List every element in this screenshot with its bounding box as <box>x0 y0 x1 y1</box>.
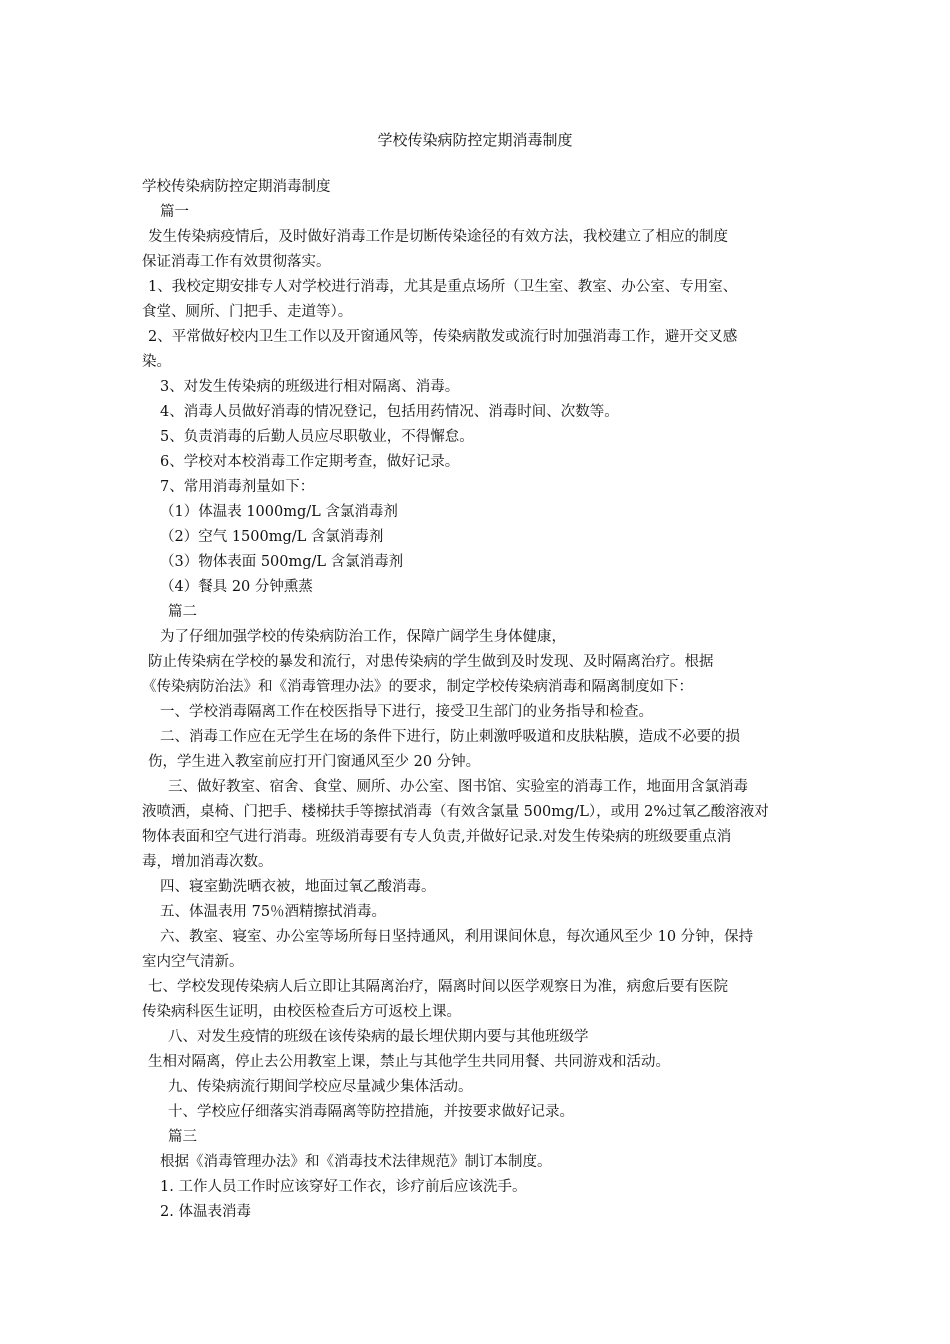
paragraph-line: 六、教室、寝室、办公室等场所每日坚持通风，利用课间休息，每次通风至少 10 分钟，保持 <box>160 929 754 945</box>
paragraph-line: 4、消毒人员做好消毒的情况登记，包括用药情况、消毒时间、次数等。 <box>160 404 619 420</box>
paragraph-line: 三、做好教室、宿舍、食堂、厕所、办公室、图书馆、实验室的消毒工作，地面用含氯消毒 <box>168 779 748 795</box>
section-heading-1: 篇一 <box>160 204 189 220</box>
paragraph-line: 防止传染病在学校的暴发和流行，对患传染病的学生做到及时发现、及时隔离治疗。根据 <box>148 654 714 670</box>
paragraph-line: （2）空气 1500mg/L 含氯消毒剂 <box>160 529 384 545</box>
paragraph-line: 传染病科医生证明，由校医检查后方可返校上课。 <box>142 1004 461 1020</box>
paragraph-line: （3）物体表面 500mg/L 含氯消毒剂 <box>160 554 404 570</box>
paragraph-line: （4）餐具 20 分钟熏蒸 <box>160 579 313 595</box>
paragraph-line: 九、传染病流行期间学校应尽量减少集体活动。 <box>168 1079 473 1095</box>
paragraph-line: 四、寝室勤洗晒衣被，地面过氧乙酸消毒。 <box>160 879 436 895</box>
paragraph-line: 为了仔细加强学校的传染病防治工作，保障广阔学生身体健康， <box>160 629 566 645</box>
paragraph-line: 八、对发生疫情的班级在该传染病的最长埋伏期内要与其他班级学 <box>168 1029 589 1045</box>
paragraph-line: 保证消毒工作有效贯彻落实。 <box>142 254 331 270</box>
section-heading-2: 篇二 <box>168 604 197 620</box>
paragraph-line: 二、消毒工作应在无学生在场的条件下进行，防止刺激呼吸道和皮肤粘膜，造成不必要的损 <box>160 729 740 745</box>
section-heading-3: 篇三 <box>168 1129 197 1145</box>
paragraph-line: 《传染病防治法》和《消毒管理办法》的要求，制定学校传染病消毒和隔离制度如下： <box>142 679 693 695</box>
paragraph-line: 七、学校发现传染病人后立即让其隔离治疗，隔离时间以医学观察日为准，病愈后要有医院 <box>148 979 728 995</box>
paragraph-line: 生相对隔离，停止去公用教室上课，禁止与其他学生共同用餐、共同游戏和活动。 <box>148 1054 670 1070</box>
paragraph-line: （1）体温表 1000mg/L 含氯消毒剂 <box>160 504 398 520</box>
paragraph-line: 发生传染病疫情后，及时做好消毒工作是切断传染途径的有效方法，我校建立了相应的制度 <box>148 229 728 245</box>
paragraph-line: 染。 <box>142 354 171 370</box>
paragraph-line: 3、对发生传染病的班级进行相对隔离、消毒。 <box>160 379 460 395</box>
paragraph-line: 液喷洒，桌椅、门把手、楼梯扶手等擦拭消毒（有效含氯量 500mg/L），或用 2%过氧乙酸溶液对 <box>142 804 769 820</box>
paragraph-line: 物体表面和空气进行消毒。班级消毒要有专人负责,并做好记录.对发生传染病的班级要重点消 <box>142 829 732 845</box>
paragraph-line: 1、我校定期安排专人对学校进行消毒，尤其是重点场所（卫生室、教室、办公室、专用室、 <box>148 279 738 295</box>
paragraph-line: 7、常用消毒剂量如下： <box>160 479 315 495</box>
paragraph-line: 一、学校消毒隔离工作在校医指导下进行，接受卫生部门的业务指导和检查。 <box>160 704 653 720</box>
paragraph-line: 五、体温表用 75％酒精擦拭消毒。 <box>160 904 387 920</box>
paragraph-line: 室内空气清新。 <box>142 954 244 970</box>
paragraph-line: 根据《消毒管理办法》和《消毒技术法律规范》制订本制度。 <box>160 1154 552 1170</box>
paragraph-line: 1. 工作人员工作时应该穿好工作衣，诊疗前后应该洗手。 <box>160 1179 527 1195</box>
paragraph-line: 毒，增加消毒次数。 <box>142 854 273 870</box>
document-title: 学校传染病防控定期消毒制度 <box>377 131 573 149</box>
paragraph-line: 2、平常做好校内卫生工作以及开窗通风等，传染病散发或流行时加强消毒工作，避开交叉感 <box>148 329 738 345</box>
paragraph-line: 十、学校应仔细落实消毒隔离等防控措施，并按要求做好记录。 <box>168 1104 574 1120</box>
paragraph-line: 5、负责消毒的后勤人员应尽职敬业，不得懈怠。 <box>160 429 474 445</box>
heading-line: 学校传染病防控定期消毒制度 <box>142 179 331 195</box>
paragraph-line: 伤，学生进入教室前应打开门窗通风至少 20 分钟。 <box>148 754 481 770</box>
paragraph-line: 6、学校对本校消毒工作定期考查，做好记录。 <box>160 454 460 470</box>
paragraph-line: 食堂、厕所、门把手、走道等）。 <box>142 304 353 320</box>
paragraph-line: 2. 体温表消毒 <box>160 1204 251 1220</box>
